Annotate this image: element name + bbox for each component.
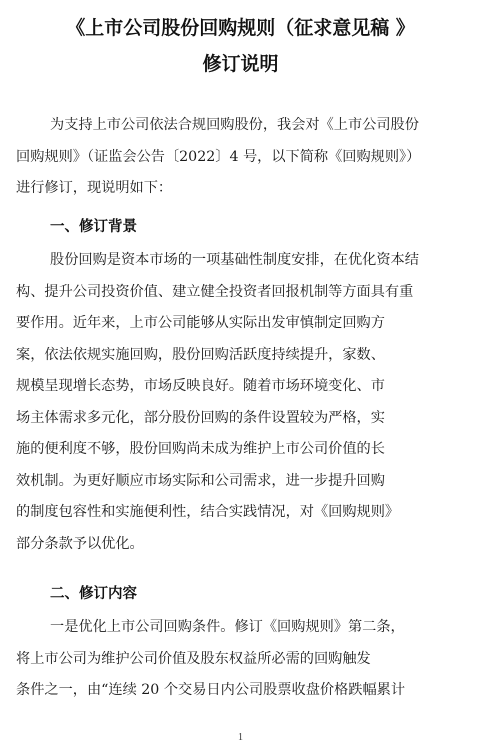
- section2-line: 将上市公司为维护公司价值及股东权益所必需的回购触发: [16, 650, 371, 667]
- section2-line: 一是优化上市公司回购条件。修订《回购规则》第二条，: [50, 619, 405, 635]
- section1-line: 部分条款予以优化。: [16, 535, 144, 552]
- section1-line: 效机制。为更好顺应市场实际和公司需求，进一步提升回购: [16, 472, 385, 489]
- section1-line: 场主体需求多元化，部分股份回购的条件设置较为严格，实: [16, 409, 385, 426]
- section1-paragraph: [16, 245, 466, 560]
- section1-line: 施的便利度不够，股份回购尚未成为维护上市公司价值的长: [16, 441, 385, 457]
- section1-line: 股份回购是资本市场的一项基础性制度安排，在优化资本结: [50, 252, 419, 268]
- section1-line: 的制度包容性和实施便利性，结合实践情况，对《回购规则》: [16, 504, 400, 520]
- intro-line: 回购规则》（证监会公告〔2022〕4 号，以下简称《回购规则》）: [16, 148, 421, 165]
- section1-line: 要作用。近年来，上市公司能够从实际出发审慎制定回购方: [16, 315, 385, 331]
- intro-line: 为支持上市公司依法合规回购股份，我会对《上市公司股份: [50, 117, 419, 133]
- intro-paragraph: [16, 110, 466, 205]
- page-number: 1: [238, 732, 243, 743]
- section1-line: 规模呈现增长态势，市场反映良好。随着市场环境变化、市: [16, 378, 385, 394]
- section1-heading: 一、修订背景: [50, 219, 137, 235]
- section2-line: 条件之一，由“连续 20 个交易日内公司股票收盘价格跌幅累计: [16, 682, 406, 698]
- section1-line: 案，依法依规实施回购，股份回购活跃度持续提升，家数、: [16, 346, 385, 363]
- document-title-line1: 《上市公司股份回购规则（征求意见稿 》: [66, 17, 415, 39]
- intro-line: 进行修订，现说明如下：: [16, 180, 173, 196]
- section2-heading: 二、修订内容: [50, 586, 137, 602]
- section1-line: 构、提升公司投资价值、建立健全投资者回报机制等方面具有重: [16, 283, 414, 300]
- document-title-line2: 修订说明: [202, 53, 279, 75]
- section2-paragraph: [16, 612, 466, 707]
